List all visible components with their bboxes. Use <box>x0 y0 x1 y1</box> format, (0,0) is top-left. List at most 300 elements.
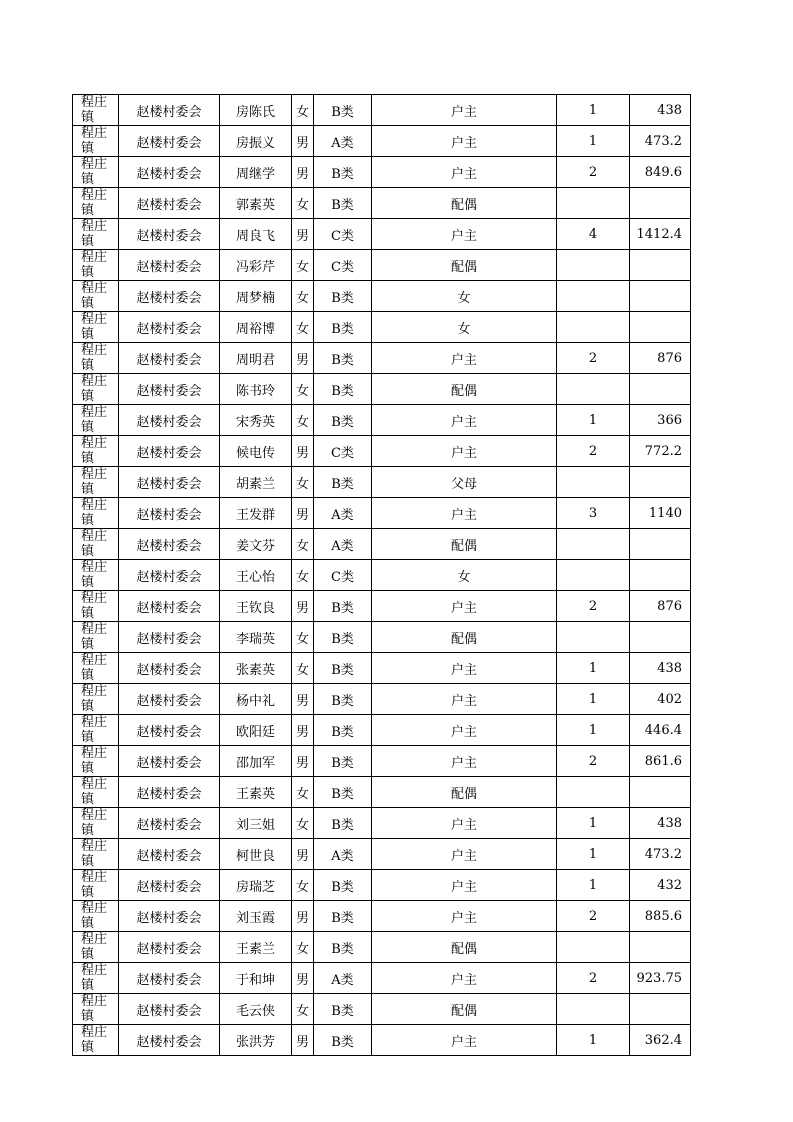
category-cell: B类 <box>314 591 372 622</box>
committee-cell: 赵楼村委会 <box>119 467 220 498</box>
name-cell: 郭素英 <box>220 188 292 219</box>
town-cell <box>73 994 119 1025</box>
town-text: 程庄镇 <box>81 684 108 714</box>
count-cell <box>557 529 630 560</box>
committee-cell: 赵楼村委会 <box>119 560 220 591</box>
gender-cell: 男 <box>292 498 314 529</box>
town-cell <box>73 777 119 808</box>
relation-cell: 户主 <box>372 808 557 839</box>
gender-cell: 女 <box>292 281 314 312</box>
town-text: 程庄镇 <box>81 95 108 125</box>
relation-cell: 户主 <box>372 343 557 374</box>
town-text: 程庄镇 <box>81 932 108 962</box>
table-row <box>73 250 691 281</box>
town-cell <box>73 374 119 405</box>
count-cell: 2 <box>557 746 630 777</box>
count-cell: 1 <box>557 126 630 157</box>
count-cell <box>557 312 630 343</box>
town-cell <box>73 498 119 529</box>
table-row <box>73 653 691 684</box>
category-cell: C类 <box>314 250 372 281</box>
name-cell: 王钦良 <box>220 591 292 622</box>
gender-cell: 男 <box>292 157 314 188</box>
category-cell: C类 <box>314 436 372 467</box>
gender-cell: 男 <box>292 343 314 374</box>
town-cell <box>73 808 119 839</box>
relation-cell: 户主 <box>372 219 557 250</box>
amount-cell: 876 <box>630 343 691 374</box>
name-cell: 房陈氏 <box>220 95 292 126</box>
committee-cell: 赵楼村委会 <box>119 498 220 529</box>
amount-cell: 1412.4 <box>630 219 691 250</box>
amount-cell <box>630 777 691 808</box>
table-row <box>73 312 691 343</box>
committee-cell: 赵楼村委会 <box>119 219 220 250</box>
town-cell <box>73 839 119 870</box>
town-text: 程庄镇 <box>81 498 108 528</box>
relation-cell: 户主 <box>372 95 557 126</box>
gender-cell: 男 <box>292 684 314 715</box>
amount-cell: 885.6 <box>630 901 691 932</box>
name-cell: 周良飞 <box>220 219 292 250</box>
relation-cell: 户主 <box>372 591 557 622</box>
table-row <box>73 1025 691 1056</box>
gender-cell: 女 <box>292 808 314 839</box>
name-cell: 杨中礼 <box>220 684 292 715</box>
gender-cell: 女 <box>292 560 314 591</box>
relation-cell: 配偶 <box>372 777 557 808</box>
table-row <box>73 808 691 839</box>
name-cell: 刘玉霞 <box>220 901 292 932</box>
count-cell: 1 <box>557 870 630 901</box>
name-cell: 柯世良 <box>220 839 292 870</box>
name-cell: 王素英 <box>220 777 292 808</box>
town-text: 程庄镇 <box>81 901 108 931</box>
town-text: 程庄镇 <box>81 839 108 869</box>
town-cell <box>73 405 119 436</box>
town-text: 程庄镇 <box>81 467 108 497</box>
name-cell: 姜文芬 <box>220 529 292 560</box>
category-cell: B类 <box>314 653 372 684</box>
amount-cell <box>630 622 691 653</box>
name-cell: 王素兰 <box>220 932 292 963</box>
town-cell <box>73 560 119 591</box>
count-cell <box>557 250 630 281</box>
relation-cell: 配偶 <box>372 250 557 281</box>
town-text: 程庄镇 <box>81 808 108 838</box>
town-text: 程庄镇 <box>81 963 108 993</box>
amount-cell <box>630 374 691 405</box>
relation-cell: 女 <box>372 312 557 343</box>
committee-cell: 赵楼村委会 <box>119 436 220 467</box>
amount-cell: 861.6 <box>630 746 691 777</box>
category-cell: C类 <box>314 219 372 250</box>
name-cell: 刘三姐 <box>220 808 292 839</box>
town-text: 程庄镇 <box>81 436 108 466</box>
count-cell <box>557 622 630 653</box>
count-cell: 3 <box>557 498 630 529</box>
town-cell <box>73 436 119 467</box>
count-cell: 1 <box>557 1025 630 1056</box>
name-cell: 王心怡 <box>220 560 292 591</box>
count-cell: 1 <box>557 808 630 839</box>
committee-cell: 赵楼村委会 <box>119 870 220 901</box>
amount-cell: 446.4 <box>630 715 691 746</box>
category-cell: B类 <box>314 777 372 808</box>
amount-cell <box>630 932 691 963</box>
relation-cell: 户主 <box>372 126 557 157</box>
town-text: 程庄镇 <box>81 188 108 218</box>
town-cell <box>73 529 119 560</box>
records-table <box>72 94 691 1056</box>
town-cell <box>73 312 119 343</box>
category-cell: C类 <box>314 560 372 591</box>
committee-cell: 赵楼村委会 <box>119 994 220 1025</box>
relation-cell: 户主 <box>372 684 557 715</box>
relation-cell: 户主 <box>372 715 557 746</box>
count-cell: 1 <box>557 653 630 684</box>
town-text: 程庄镇 <box>81 777 108 807</box>
gender-cell: 女 <box>292 870 314 901</box>
table-row <box>73 436 691 467</box>
town-cell <box>73 746 119 777</box>
gender-cell: 男 <box>292 436 314 467</box>
town-cell <box>73 281 119 312</box>
gender-cell: 女 <box>292 312 314 343</box>
table-row <box>73 746 691 777</box>
relation-cell: 女 <box>372 560 557 591</box>
town-text: 程庄镇 <box>81 870 108 900</box>
category-cell: B类 <box>314 281 372 312</box>
relation-cell: 配偶 <box>372 374 557 405</box>
relation-cell: 户主 <box>372 405 557 436</box>
table-row <box>73 405 691 436</box>
name-cell: 房振义 <box>220 126 292 157</box>
relation-cell: 父母 <box>372 467 557 498</box>
town-text: 程庄镇 <box>81 343 108 373</box>
gender-cell: 女 <box>292 529 314 560</box>
name-cell: 房瑞芝 <box>220 870 292 901</box>
count-cell <box>557 374 630 405</box>
relation-cell: 户主 <box>372 901 557 932</box>
relation-cell: 户主 <box>372 870 557 901</box>
gender-cell: 女 <box>292 932 314 963</box>
count-cell: 4 <box>557 219 630 250</box>
name-cell: 王发群 <box>220 498 292 529</box>
town-cell <box>73 219 119 250</box>
name-cell: 邵加军 <box>220 746 292 777</box>
town-text: 程庄镇 <box>81 405 108 435</box>
table-row <box>73 560 691 591</box>
gender-cell: 男 <box>292 839 314 870</box>
name-cell: 胡素兰 <box>220 467 292 498</box>
town-text: 程庄镇 <box>81 746 108 776</box>
committee-cell: 赵楼村委会 <box>119 250 220 281</box>
town-text: 程庄镇 <box>81 529 108 559</box>
count-cell: 2 <box>557 157 630 188</box>
committee-cell: 赵楼村委会 <box>119 591 220 622</box>
gender-cell: 女 <box>292 250 314 281</box>
category-cell: B类 <box>314 405 372 436</box>
amount-cell <box>630 250 691 281</box>
table-row <box>73 467 691 498</box>
gender-cell: 男 <box>292 1025 314 1056</box>
gender-cell: 男 <box>292 219 314 250</box>
table-row <box>73 684 691 715</box>
committee-cell: 赵楼村委会 <box>119 653 220 684</box>
name-cell: 毛云侠 <box>220 994 292 1025</box>
gender-cell: 女 <box>292 653 314 684</box>
committee-cell: 赵楼村委会 <box>119 746 220 777</box>
category-cell: A类 <box>314 839 372 870</box>
relation-cell: 配偶 <box>372 529 557 560</box>
count-cell: 1 <box>557 95 630 126</box>
name-cell: 候电传 <box>220 436 292 467</box>
count-cell: 1 <box>557 684 630 715</box>
table-row <box>73 932 691 963</box>
gender-cell: 女 <box>292 467 314 498</box>
town-cell <box>73 963 119 994</box>
town-text: 程庄镇 <box>81 281 108 311</box>
town-text: 程庄镇 <box>81 250 108 280</box>
town-cell <box>73 126 119 157</box>
relation-cell: 配偶 <box>372 932 557 963</box>
town-text: 程庄镇 <box>81 622 108 652</box>
category-cell: B类 <box>314 467 372 498</box>
count-cell <box>557 188 630 219</box>
relation-cell: 户主 <box>372 963 557 994</box>
town-cell <box>73 188 119 219</box>
town-cell <box>73 95 119 126</box>
table-row <box>73 219 691 250</box>
count-cell: 1 <box>557 839 630 870</box>
committee-cell: 赵楼村委会 <box>119 963 220 994</box>
amount-cell <box>630 560 691 591</box>
category-cell: B类 <box>314 343 372 374</box>
name-cell: 周裕博 <box>220 312 292 343</box>
town-text: 程庄镇 <box>81 653 108 683</box>
gender-cell: 女 <box>292 405 314 436</box>
amount-cell: 438 <box>630 808 691 839</box>
town-text: 程庄镇 <box>81 312 108 342</box>
category-cell: B类 <box>314 157 372 188</box>
committee-cell: 赵楼村委会 <box>119 529 220 560</box>
name-cell: 周梦楠 <box>220 281 292 312</box>
gender-cell: 女 <box>292 188 314 219</box>
gender-cell: 男 <box>292 591 314 622</box>
count-cell: 2 <box>557 436 630 467</box>
town-cell <box>73 932 119 963</box>
relation-cell: 户主 <box>372 1025 557 1056</box>
committee-cell: 赵楼村委会 <box>119 374 220 405</box>
relation-cell: 配偶 <box>372 994 557 1025</box>
category-cell: B类 <box>314 1025 372 1056</box>
town-cell <box>73 684 119 715</box>
gender-cell: 男 <box>292 126 314 157</box>
amount-cell <box>630 281 691 312</box>
amount-cell: 876 <box>630 591 691 622</box>
committee-cell: 赵楼村委会 <box>119 777 220 808</box>
town-cell <box>73 157 119 188</box>
town-text: 程庄镇 <box>81 715 108 745</box>
gender-cell: 男 <box>292 963 314 994</box>
category-cell: A类 <box>314 126 372 157</box>
committee-cell: 赵楼村委会 <box>119 932 220 963</box>
category-cell: B类 <box>314 188 372 219</box>
town-cell <box>73 1025 119 1056</box>
category-cell: B类 <box>314 95 372 126</box>
name-cell: 宋秀英 <box>220 405 292 436</box>
amount-cell: 438 <box>630 95 691 126</box>
count-cell: 2 <box>557 901 630 932</box>
amount-cell: 362.4 <box>630 1025 691 1056</box>
count-cell: 2 <box>557 963 630 994</box>
category-cell: B类 <box>314 684 372 715</box>
name-cell: 冯彩芹 <box>220 250 292 281</box>
name-cell: 周继学 <box>220 157 292 188</box>
gender-cell: 男 <box>292 901 314 932</box>
town-text: 程庄镇 <box>81 591 108 621</box>
category-cell: B类 <box>314 901 372 932</box>
category-cell: A类 <box>314 963 372 994</box>
amount-cell: 432 <box>630 870 691 901</box>
relation-cell: 户主 <box>372 653 557 684</box>
count-cell <box>557 932 630 963</box>
relation-cell: 户主 <box>372 157 557 188</box>
category-cell: B类 <box>314 870 372 901</box>
gender-cell: 女 <box>292 374 314 405</box>
committee-cell: 赵楼村委会 <box>119 312 220 343</box>
name-cell: 于和坤 <box>220 963 292 994</box>
amount-cell: 473.2 <box>630 126 691 157</box>
table-row <box>73 994 691 1025</box>
town-cell <box>73 343 119 374</box>
count-cell: 2 <box>557 343 630 374</box>
table-row <box>73 777 691 808</box>
committee-cell: 赵楼村委会 <box>119 405 220 436</box>
relation-cell: 户主 <box>372 436 557 467</box>
committee-cell: 赵楼村委会 <box>119 126 220 157</box>
count-cell <box>557 994 630 1025</box>
relation-cell: 配偶 <box>372 188 557 219</box>
town-cell <box>73 653 119 684</box>
amount-cell: 849.6 <box>630 157 691 188</box>
count-cell <box>557 281 630 312</box>
committee-cell: 赵楼村委会 <box>119 808 220 839</box>
gender-cell: 男 <box>292 715 314 746</box>
table-row <box>73 839 691 870</box>
town-text: 程庄镇 <box>81 994 108 1024</box>
amount-cell <box>630 312 691 343</box>
table-row <box>73 188 691 219</box>
table-row <box>73 591 691 622</box>
amount-cell <box>630 467 691 498</box>
town-text: 程庄镇 <box>81 126 108 156</box>
category-cell: B类 <box>314 994 372 1025</box>
table-row <box>73 901 691 932</box>
relation-cell: 户主 <box>372 839 557 870</box>
town-text: 程庄镇 <box>81 1025 108 1055</box>
town-cell <box>73 250 119 281</box>
count-cell <box>557 467 630 498</box>
table-row <box>73 95 691 126</box>
amount-cell: 1140 <box>630 498 691 529</box>
category-cell: B类 <box>314 746 372 777</box>
amount-cell: 923.75 <box>630 963 691 994</box>
category-cell: B类 <box>314 808 372 839</box>
category-cell: A类 <box>314 498 372 529</box>
category-cell: B类 <box>314 374 372 405</box>
gender-cell: 女 <box>292 622 314 653</box>
town-text: 程庄镇 <box>81 374 108 404</box>
count-cell <box>557 560 630 591</box>
records-body <box>73 95 691 1056</box>
amount-cell <box>630 994 691 1025</box>
gender-cell: 男 <box>292 746 314 777</box>
name-cell: 李瑞英 <box>220 622 292 653</box>
committee-cell: 赵楼村委会 <box>119 901 220 932</box>
committee-cell: 赵楼村委会 <box>119 622 220 653</box>
name-cell: 张素英 <box>220 653 292 684</box>
committee-cell: 赵楼村委会 <box>119 95 220 126</box>
table-row <box>73 529 691 560</box>
table-row <box>73 963 691 994</box>
amount-cell <box>630 188 691 219</box>
count-cell: 1 <box>557 715 630 746</box>
gender-cell: 女 <box>292 994 314 1025</box>
table-row <box>73 498 691 529</box>
town-cell <box>73 467 119 498</box>
category-cell: B类 <box>314 312 372 343</box>
amount-cell <box>630 529 691 560</box>
town-text: 程庄镇 <box>81 157 108 187</box>
amount-cell: 438 <box>630 653 691 684</box>
amount-cell: 473.2 <box>630 839 691 870</box>
count-cell <box>557 777 630 808</box>
amount-cell: 772.2 <box>630 436 691 467</box>
category-cell: B类 <box>314 622 372 653</box>
gender-cell: 女 <box>292 95 314 126</box>
committee-cell: 赵楼村委会 <box>119 157 220 188</box>
amount-cell: 366 <box>630 405 691 436</box>
name-cell: 陈书玲 <box>220 374 292 405</box>
table-row <box>73 126 691 157</box>
count-cell: 1 <box>557 405 630 436</box>
table-row <box>73 281 691 312</box>
table-row <box>73 343 691 374</box>
category-cell: B类 <box>314 932 372 963</box>
relation-cell: 配偶 <box>372 622 557 653</box>
town-cell <box>73 715 119 746</box>
town-cell <box>73 591 119 622</box>
relation-cell: 女 <box>372 281 557 312</box>
table-row <box>73 374 691 405</box>
count-cell: 2 <box>557 591 630 622</box>
town-cell <box>73 622 119 653</box>
town-cell <box>73 901 119 932</box>
town-cell <box>73 870 119 901</box>
table-row <box>73 622 691 653</box>
name-cell: 张洪芳 <box>220 1025 292 1056</box>
category-cell: B类 <box>314 715 372 746</box>
committee-cell: 赵楼村委会 <box>119 343 220 374</box>
relation-cell: 户主 <box>372 498 557 529</box>
relation-cell: 户主 <box>372 746 557 777</box>
committee-cell: 赵楼村委会 <box>119 188 220 219</box>
name-cell: 欧阳廷 <box>220 715 292 746</box>
amount-cell: 402 <box>630 684 691 715</box>
committee-cell: 赵楼村委会 <box>119 1025 220 1056</box>
